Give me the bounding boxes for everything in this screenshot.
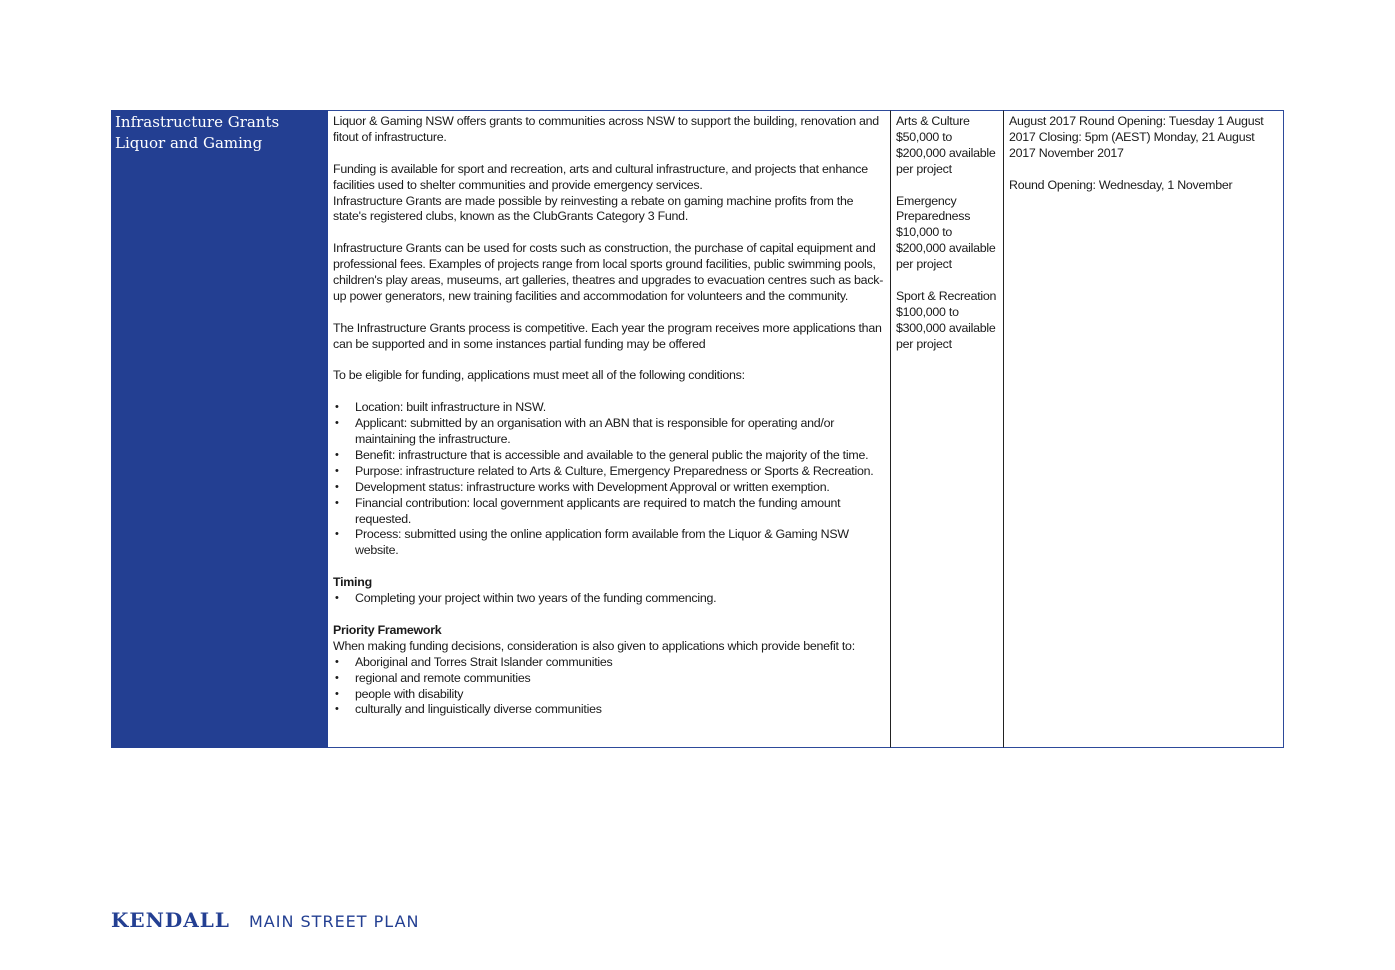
timing-heading: Timing — [333, 575, 372, 590]
grant-description-cell — [328, 110, 891, 748]
list-item: • Completing your project within two years of the funding commencing. — [333, 591, 885, 607]
list-item: • Process: submitted using the online application form available from the Liquor & Gaming NSW website. — [333, 527, 885, 559]
list-item: • Aboriginal and Torres Strait Islander communities — [333, 655, 885, 671]
list-item: • Location: built infrastructure in NSW. — [333, 400, 885, 416]
priority-heading: Priority Framework — [333, 622, 442, 637]
list-item: • Applicant: submitted by an organisation with an ABN that is responsible for operating and/or maintaining the infrastructure. — [333, 416, 885, 448]
grant-dates-cell — [1004, 110, 1284, 748]
grant-title-line1: Infrastructure Grants — [115, 113, 280, 131]
amount-arts: Arts & Culture $50,000 to $200,000 available per project — [896, 114, 996, 176]
eligibility-intro: To be eligible for funding, applications must meet all of the following conditions: — [333, 368, 745, 383]
description-paragraph: Infrastructure Grants can be used for costs such as construction, the purchase of capital equipment and professional fees. Examples of projects range from local sports ground facilities, public swimming pools, children's play areas, museums, art galleries, theatres and upgrades to evacuation centres such as back-up power generators, new training facilities and accommodation for volunteers and the community. — [333, 241, 884, 303]
footer-subtitle: MAIN STREET PLAN — [249, 912, 420, 931]
grant-title-cell — [111, 110, 328, 748]
grants-table — [111, 110, 1284, 748]
list-item: • Financial contribution: local government applicants are required to match the funding amount requested. — [333, 496, 885, 528]
footer-brand-logo: KENDALL — [111, 908, 230, 932]
list-item: • regional and remote communities — [333, 671, 885, 687]
timing-list — [333, 591, 885, 607]
description-paragraph: Funding is available for sport and recreation, arts and cultural infrastructure, and projects that enhance facilities used to shelter communities and provide emergency services. — [333, 161, 868, 192]
dates-round-august: August 2017 Round Opening: Tuesday 1 August 2017 Closing: 5pm (AEST) Monday, 21 August 2017 November 2017 — [1009, 114, 1264, 160]
amount-sport: Sport & Recreation $100,000 to $300,000 available per project — [896, 288, 997, 351]
grant-title-line2: Liquor and Gaming — [115, 134, 263, 152]
list-item: • culturally and linguistically diverse communities — [333, 702, 885, 718]
grant-amounts-cell — [891, 110, 1004, 748]
priority-list — [333, 655, 885, 719]
description-paragraph: Liquor & Gaming NSW offers grants to communities across NSW to support the building, renovation and fitout of infrastructure. — [333, 114, 879, 144]
priority-intro: When making funding decisions, consideration is also given to applications which provide benefit to: — [333, 638, 855, 653]
description-paragraph: The Infrastructure Grants process is competitive. Each year the program receives more applications than can be supported and in some instances partial funding may be offered — [333, 320, 882, 351]
list-item: • Purpose: infrastructure related to Arts & Culture, Emergency Preparedness or Sports & Recreation. — [333, 464, 885, 480]
amount-emergency: Emergency Preparedness $10,000 to $200,000 available per project — [896, 193, 996, 272]
dates-round-november: Round Opening: Wednesday, 1 November — [1009, 177, 1233, 192]
description-paragraph: Infrastructure Grants are made possible by reinvesting a rebate on gaming machine profits from the state's registered clubs, known as the ClubGrants Category 3 Fund. — [333, 193, 854, 224]
list-item: • Benefit: infrastructure that is accessible and available to the general public the majority of the time. — [333, 448, 885, 464]
list-item: • Development status: infrastructure works with Development Approval or written exemption. — [333, 480, 885, 496]
list-item: • people with disability — [333, 687, 885, 703]
eligibility-list — [333, 400, 885, 559]
